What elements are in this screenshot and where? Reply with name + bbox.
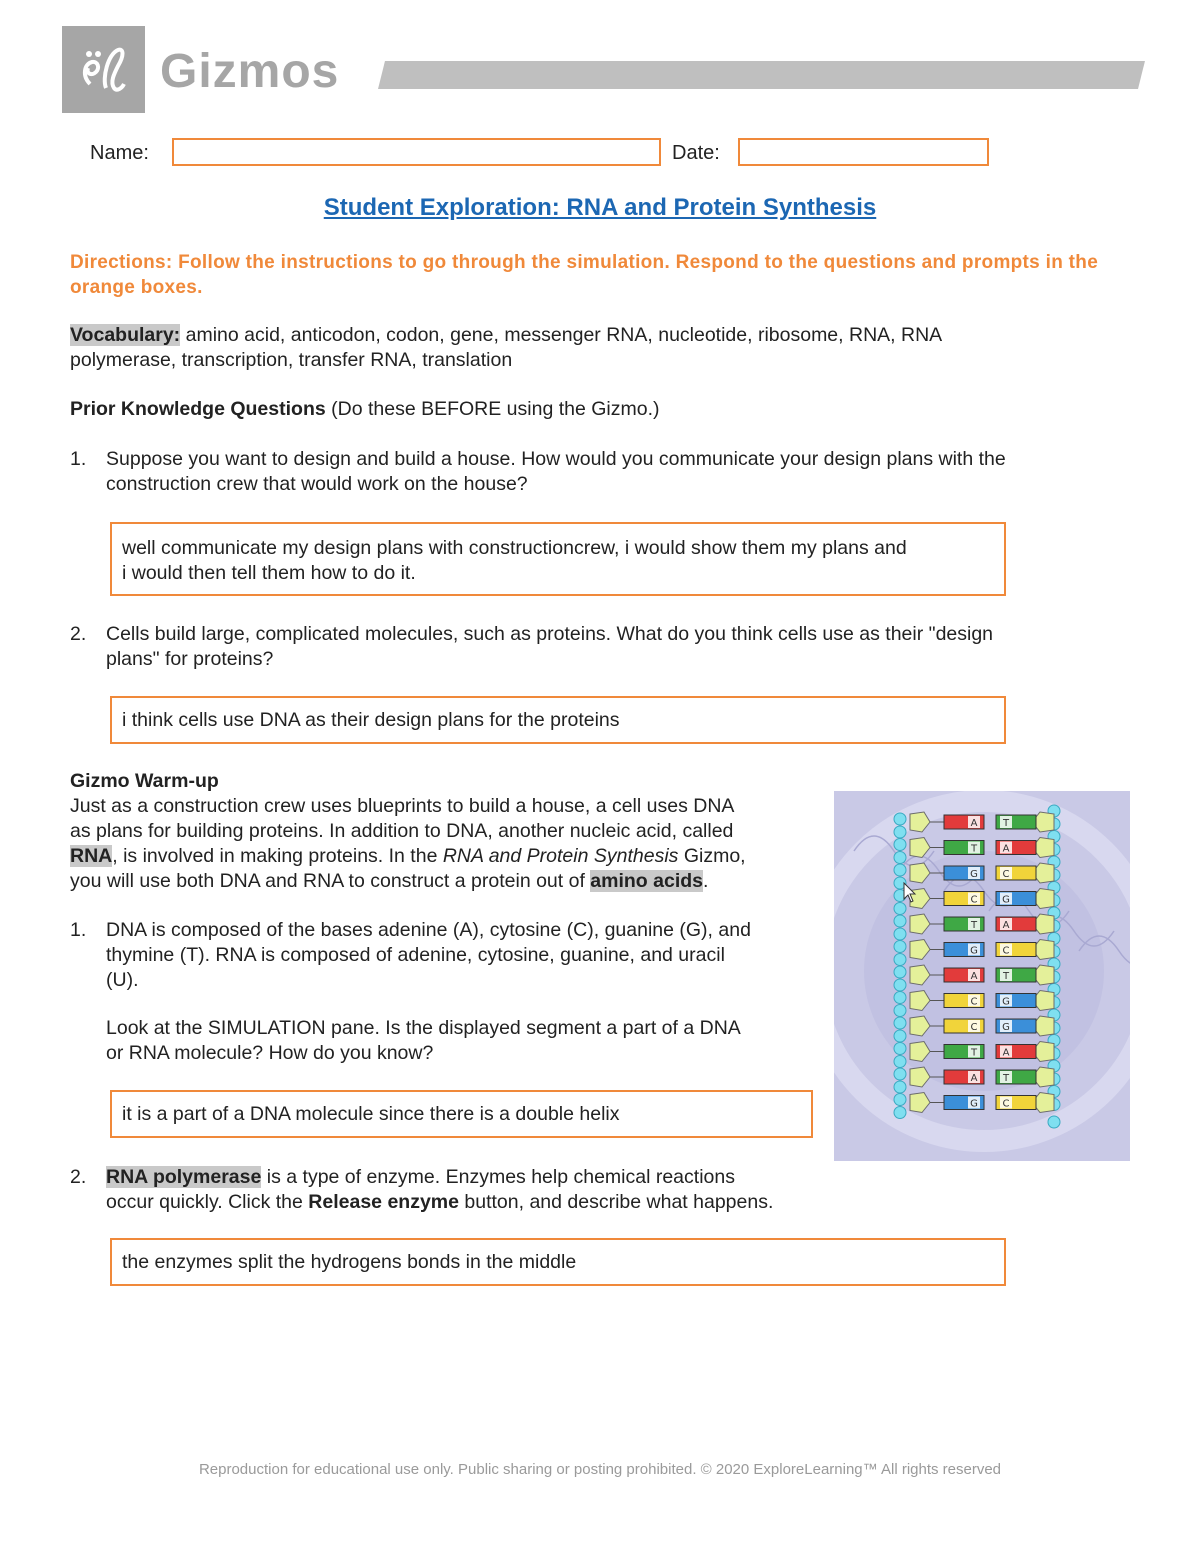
answer-box-prior-2[interactable] (110, 696, 1006, 744)
header-decorative-bar (378, 61, 1145, 89)
backbone-bead-left (894, 915, 906, 927)
simulation-dna-image (834, 791, 1130, 1161)
backbone-bead-left (894, 928, 906, 940)
base-letter-right: T (1002, 1073, 1010, 1084)
prior-question-1 (106, 447, 1146, 497)
term-amino-acids: amino acids (590, 870, 704, 892)
date-label: Date: (672, 142, 720, 164)
backbone-bead-right (1048, 1116, 1060, 1128)
footer-copyright: Reproduction for educational use only. Public sharing or posting prohibited. © 2020 ExploreLearning™ All rights reserved (198, 1461, 1002, 1478)
warmup-q1-line-2: thymine (T). RNA is composed of adenine, cytosine, guanine, and uracil (106, 944, 725, 966)
warmup-intro-line-1: Just as a construction crew uses blueprints to build a house, a cell uses DNA (70, 795, 735, 817)
base-letter-left: C (970, 894, 978, 906)
backbone-bead-left (894, 1094, 906, 1106)
warmup-q1-line-1: DNA is composed of the bases adenine (A), cytosine (C), guanine (G), and (106, 919, 751, 941)
answer-warmup-2-text: the enzymes split the hydrogens bonds in the middle (122, 1251, 577, 1273)
brand-name: Gizmos (160, 45, 340, 98)
backbone-bead-left (894, 826, 906, 838)
prior-question-2-line-2: plans" for proteins? (106, 648, 274, 670)
backbone-bead-left (894, 1068, 906, 1080)
term-rna: RNA (70, 845, 113, 867)
backbone-bead-left (894, 864, 906, 876)
backbone-bead-left (894, 852, 906, 864)
warmup-intro-line-4: you will use both DNA and RNA to construct a protein out of (70, 870, 591, 892)
warmup-heading: Gizmo Warm-up (70, 770, 219, 792)
base-letter-right: C (1002, 869, 1010, 880)
name-field[interactable] (172, 138, 661, 166)
base-letter-left: A (970, 971, 978, 982)
prior-question-2-line-1: Cells build large, complicated molecules, such as proteins. What do you think cells use as their "design (106, 623, 994, 645)
base-letter-left: G (970, 945, 978, 957)
base-letter-right: G (1002, 996, 1010, 1008)
warmup-question-1 (106, 918, 836, 1066)
answer-warmup-1-text: it is a part of a DNA molecule since there is a double helix (122, 1103, 620, 1125)
prior-knowledge-heading: Prior Knowledge Questions (70, 398, 326, 420)
base-letter-right: C (1002, 1098, 1010, 1110)
base-letter-right: T (1002, 971, 1010, 982)
base-letter-left: T (970, 920, 978, 931)
warmup-q1-line-3: (U). (106, 969, 139, 991)
base-letter-left: T (970, 1047, 978, 1059)
prior-knowledge-note: (Do these BEFORE using the Gizmo.) (331, 398, 660, 420)
release-enzyme-term: Release enzyme (308, 1191, 459, 1213)
base-letter-right: C (1002, 945, 1010, 957)
warmup-q1-line-5: or RNA molecule? How do you know? (106, 1042, 434, 1064)
backbone-bead-left (894, 1056, 906, 1068)
base-letter-left: C (970, 996, 978, 1008)
prior-knowledge-heading-row (70, 397, 1130, 422)
base-letter-right: A (1002, 843, 1010, 855)
base-letter-right: G (1002, 894, 1010, 906)
warmup-intro-period: . (703, 870, 709, 892)
question-number: 2. (70, 1166, 87, 1188)
backbone-bead-left (894, 1081, 906, 1093)
backbone-bead-left (894, 813, 906, 825)
gizmo-name: RNA and Protein Synthesis (442, 845, 679, 867)
question-number: 1. (70, 919, 87, 941)
backbone-bead-left (894, 1017, 906, 1029)
page-title: Student Exploration: RNA and Protein Synthesis (323, 194, 877, 221)
base-letter-left: A (970, 818, 978, 829)
base-letter-left: C (970, 1022, 978, 1033)
question-number: 2. (70, 623, 87, 645)
answer-prior-2-text: i think cells use DNA as their design plans for the proteins (122, 709, 620, 731)
base-letter-left: T (970, 843, 978, 855)
answer-box-warmup-1[interactable] (110, 1090, 813, 1138)
name-label: Name: (90, 142, 149, 164)
answer-box-warmup-2[interactable] (110, 1238, 1006, 1286)
backbone-bead-left (894, 1107, 906, 1119)
backbone-bead-left (894, 839, 906, 851)
warmup-q1-line-4: Look at the SIMULATION pane. Is the displayed segment a part of a DNA (106, 1017, 741, 1039)
backbone-bead-left (894, 966, 906, 978)
vocabulary-block (70, 323, 1130, 373)
warmup-q2-line-2b: button, and describe what happens. (458, 1191, 774, 1213)
base-letter-right: A (1002, 1047, 1010, 1059)
base-letter-right: G (1002, 1022, 1010, 1033)
prior-question-1-line-1: Suppose you want to design and build a house. How would you communicate your design plans with the (106, 448, 1006, 470)
base-letter-left: G (970, 1098, 978, 1110)
vocabulary-line-2: polymerase, transcription, transfer RNA, translation (70, 349, 513, 371)
directions-text: Directions: Follow the instructions to go through the simulation. Respond to the questions and prompts in the orange boxes. (70, 252, 1099, 298)
prior-question-2 (106, 622, 1146, 672)
warmup-q2-line-1: is a type of enzyme. Enzymes help chemical reactions (261, 1166, 735, 1188)
answer-prior-1-line-2: i would then tell them how to do it. (122, 562, 416, 584)
term-rna-polymerase: RNA polymerase (106, 1166, 262, 1188)
vocabulary-label: Vocabulary: (70, 324, 181, 346)
prior-question-1-line-2: construction crew that would work on the house? (106, 473, 528, 495)
answer-box-prior-1[interactable] (110, 522, 1006, 596)
base-letter-left: A (970, 1073, 978, 1084)
warmup-intro (70, 794, 830, 894)
backbone-bead-left (894, 903, 906, 915)
question-number: 1. (70, 448, 87, 470)
backbone-bead-left (894, 1043, 906, 1055)
backbone-bead-left (894, 1030, 906, 1042)
base-letter-right: T (1002, 818, 1010, 829)
warmup-intro-line-3: , is involved in making proteins. In the (112, 845, 443, 867)
warmup-intro-line-3-end: Gizmo, (678, 845, 746, 867)
warmup-intro-line-2: as plans for building proteins. In addition to DNA, another nucleic acid, called (70, 820, 734, 842)
backbone-bead-left (894, 992, 906, 1004)
backbone-bead-left (894, 1005, 906, 1017)
warmup-q2-line-2a: occur quickly. Click the (106, 1191, 309, 1213)
base-letter-left: G (970, 869, 978, 880)
warmup-question-2 (106, 1165, 1006, 1215)
base-letter-right: A (1002, 920, 1010, 931)
explorelearning-logo-icon (62, 26, 145, 113)
date-field[interactable] (738, 138, 989, 166)
backbone-bead-left (894, 954, 906, 966)
backbone-bead-left (894, 941, 906, 953)
vocabulary-line-1: amino acid, anticodon, codon, gene, messenger RNA, nucleotide, ribosome, RNA, RNA (185, 324, 943, 346)
backbone-bead-left (894, 979, 906, 991)
answer-prior-1-line-1: well communicate my design plans with constructioncrew, i would show them my plans and (122, 537, 907, 559)
